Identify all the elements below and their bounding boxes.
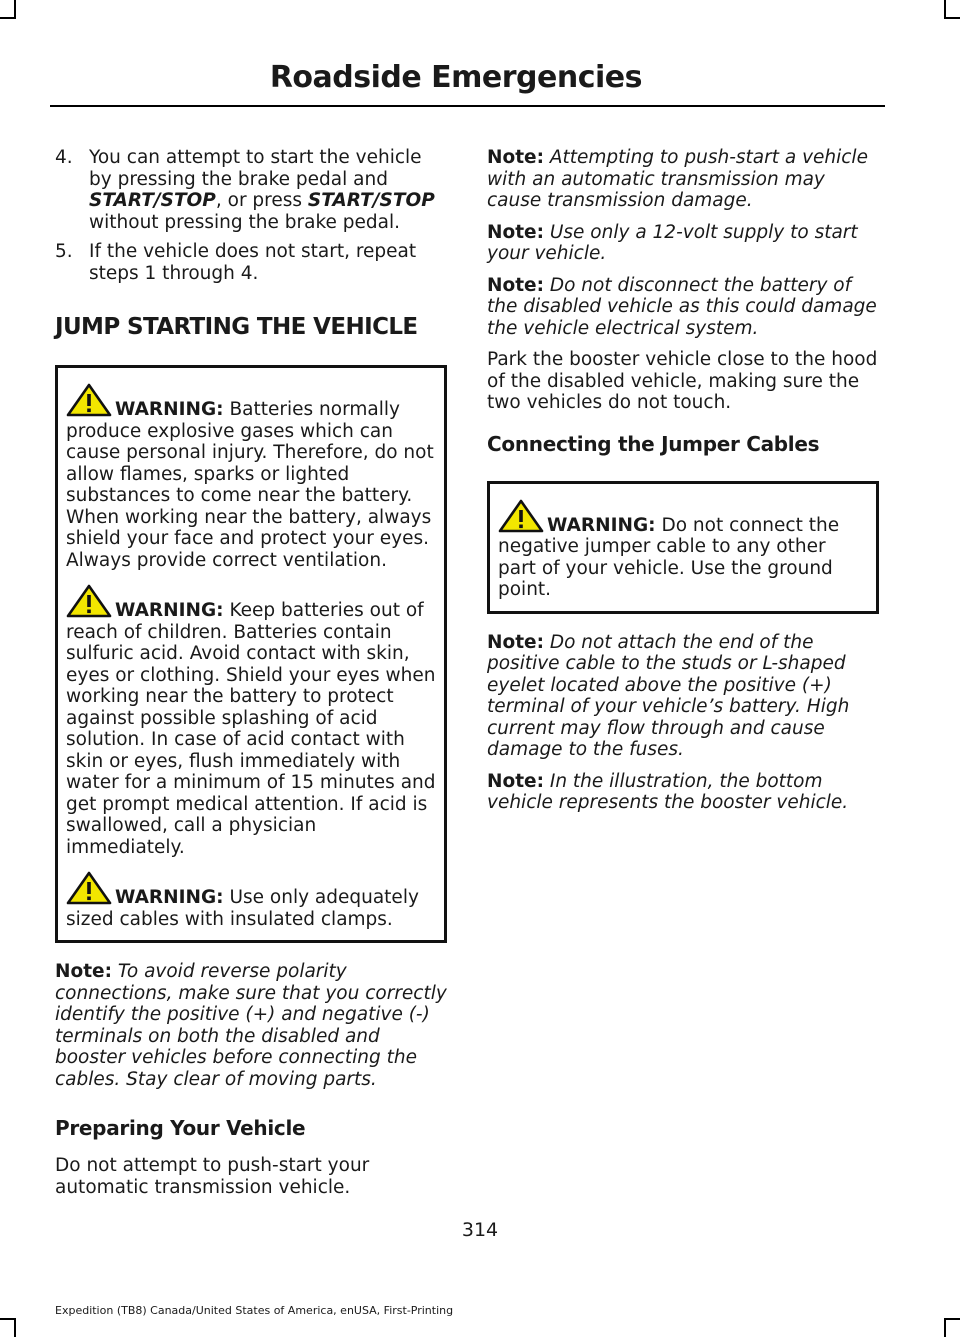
crop-mark [14, 0, 16, 18]
body-paragraph: Do not attempt to push-start your automatic transmission vehicle. [55, 1155, 370, 1198]
step-number: 5. [55, 241, 73, 262]
warning-text: Batteries normally produce explosive gases which can cause personal injury. Therefore, do not allow flames, sparks or lighted substances to come near the battery. When working near the battery, always shield your face and protect your eyes. Always provide correct ventilation. [66, 399, 434, 571]
crop-mark [14, 1319, 16, 1337]
crop-mark [0, 1318, 16, 1320]
step-text: You can attempt to start the vehicle by pressing the brake pedal and [89, 147, 422, 190]
subsection-heading: Connecting the Jumper Cables [487, 431, 820, 456]
warning-box [487, 481, 879, 614]
warning-text: Do not connect the negative jumper cable to any other part of your vehicle. Use the ground point. [498, 514, 840, 600]
warning-label: WARNING: [547, 514, 656, 536]
note-label: Note: [487, 147, 544, 168]
note-paragraph [487, 147, 879, 212]
note-label: Note: [487, 631, 544, 653]
list-item [55, 147, 447, 233]
list-item [55, 241, 447, 284]
document-id: Expedition (TB8) Canada/United States of America, enUSA, First-Printing [55, 1304, 454, 1317]
step-text: without pressing the brake pedal. [89, 211, 400, 233]
page-number: 314 [461, 1219, 499, 1241]
step-number: 4. [55, 147, 73, 168]
warning-paragraph [66, 584, 436, 858]
warning-label: WARNING: [115, 600, 224, 621]
note-paragraph [487, 275, 879, 340]
step-text: , or press [215, 190, 308, 211]
note-paragraph [55, 961, 447, 1090]
warning-triangle-icon [66, 871, 112, 905]
note-text: To avoid reverse polarity connections, make sure that you correctly identify the positive (+) and negative (-) terminals on both the disabled and booster vehicles before connecting the cables. Stay clear of moving parts. [55, 961, 447, 1090]
note-text: Attempting to push-start a vehicle with an automatic transmission may cause transmission damage. [487, 147, 868, 211]
warning-paragraph [66, 383, 436, 571]
crop-mark [944, 17, 960, 19]
warning-triangle-icon [66, 584, 112, 618]
note-label: Note: [487, 770, 544, 792]
warning-box [55, 365, 447, 943]
note-text: In the illustration, the bottom vehicle represents the booster vehicle. [487, 770, 849, 813]
subsection-heading: Preparing Your Vehicle [55, 1116, 306, 1140]
note-text: Do not attach the end of the positive cable to the studs or L-shaped eyelet located above the positive (+) terminal of your vehicle’s battery. High current may flow through and cause damage to the fuses. [487, 631, 850, 760]
page-title: Roadside Emergencies [269, 60, 642, 95]
step-text: If the vehicle does not start, repeat steps 1 through 4. [89, 241, 417, 284]
step-list [55, 147, 447, 284]
note-label: Note: [487, 221, 544, 243]
warning-triangle-icon [66, 383, 112, 417]
crop-mark [0, 17, 16, 19]
left-column [55, 147, 447, 1198]
right-column [487, 147, 879, 814]
warning-triangle-icon [498, 499, 544, 533]
note-label: Note: [55, 961, 112, 982]
warning-text: Keep batteries out of reach of children. Batteries contain sulfuric acid. Avoid contact with skin, eyes or clothing. Shield your eyes when working near the battery to protect against possible splashing of acid solution. In case of acid contact with skin or eyes, flush immediately with water for a minimum of 15 minutes and get prompt medical attention. If acid is swallowed, call a physician immediately. [66, 600, 436, 858]
note-text: Use only a 12-volt supply to start your vehicle. [487, 221, 858, 264]
warning-text: Use only adequately sized cables with insulated clamps. [66, 887, 419, 930]
warning-paragraph [498, 499, 868, 601]
note-text: Do not disconnect the battery of the disabled vehicle as this could damage the vehicle electrical system. [487, 274, 877, 339]
note-paragraph [487, 222, 879, 265]
crop-mark [944, 0, 946, 18]
note-paragraph [487, 632, 879, 761]
note-paragraph [487, 771, 879, 814]
crop-mark [944, 1318, 960, 1320]
body-paragraph: Park the booster vehicle close to the hood of the disabled vehicle, making sure the two vehicles do not touch. [487, 349, 878, 413]
warning-label: WARNING: [115, 399, 224, 420]
start-stop-key: START/STOP [307, 190, 435, 211]
crop-mark [944, 1319, 946, 1337]
start-stop-key: START/STOP [89, 190, 216, 211]
warning-label: WARNING: [115, 887, 224, 908]
note-label: Note: [487, 274, 544, 296]
warning-paragraph [66, 871, 436, 930]
header-rule [50, 105, 885, 107]
section-heading: JUMP STARTING THE VEHICLE [55, 314, 418, 340]
